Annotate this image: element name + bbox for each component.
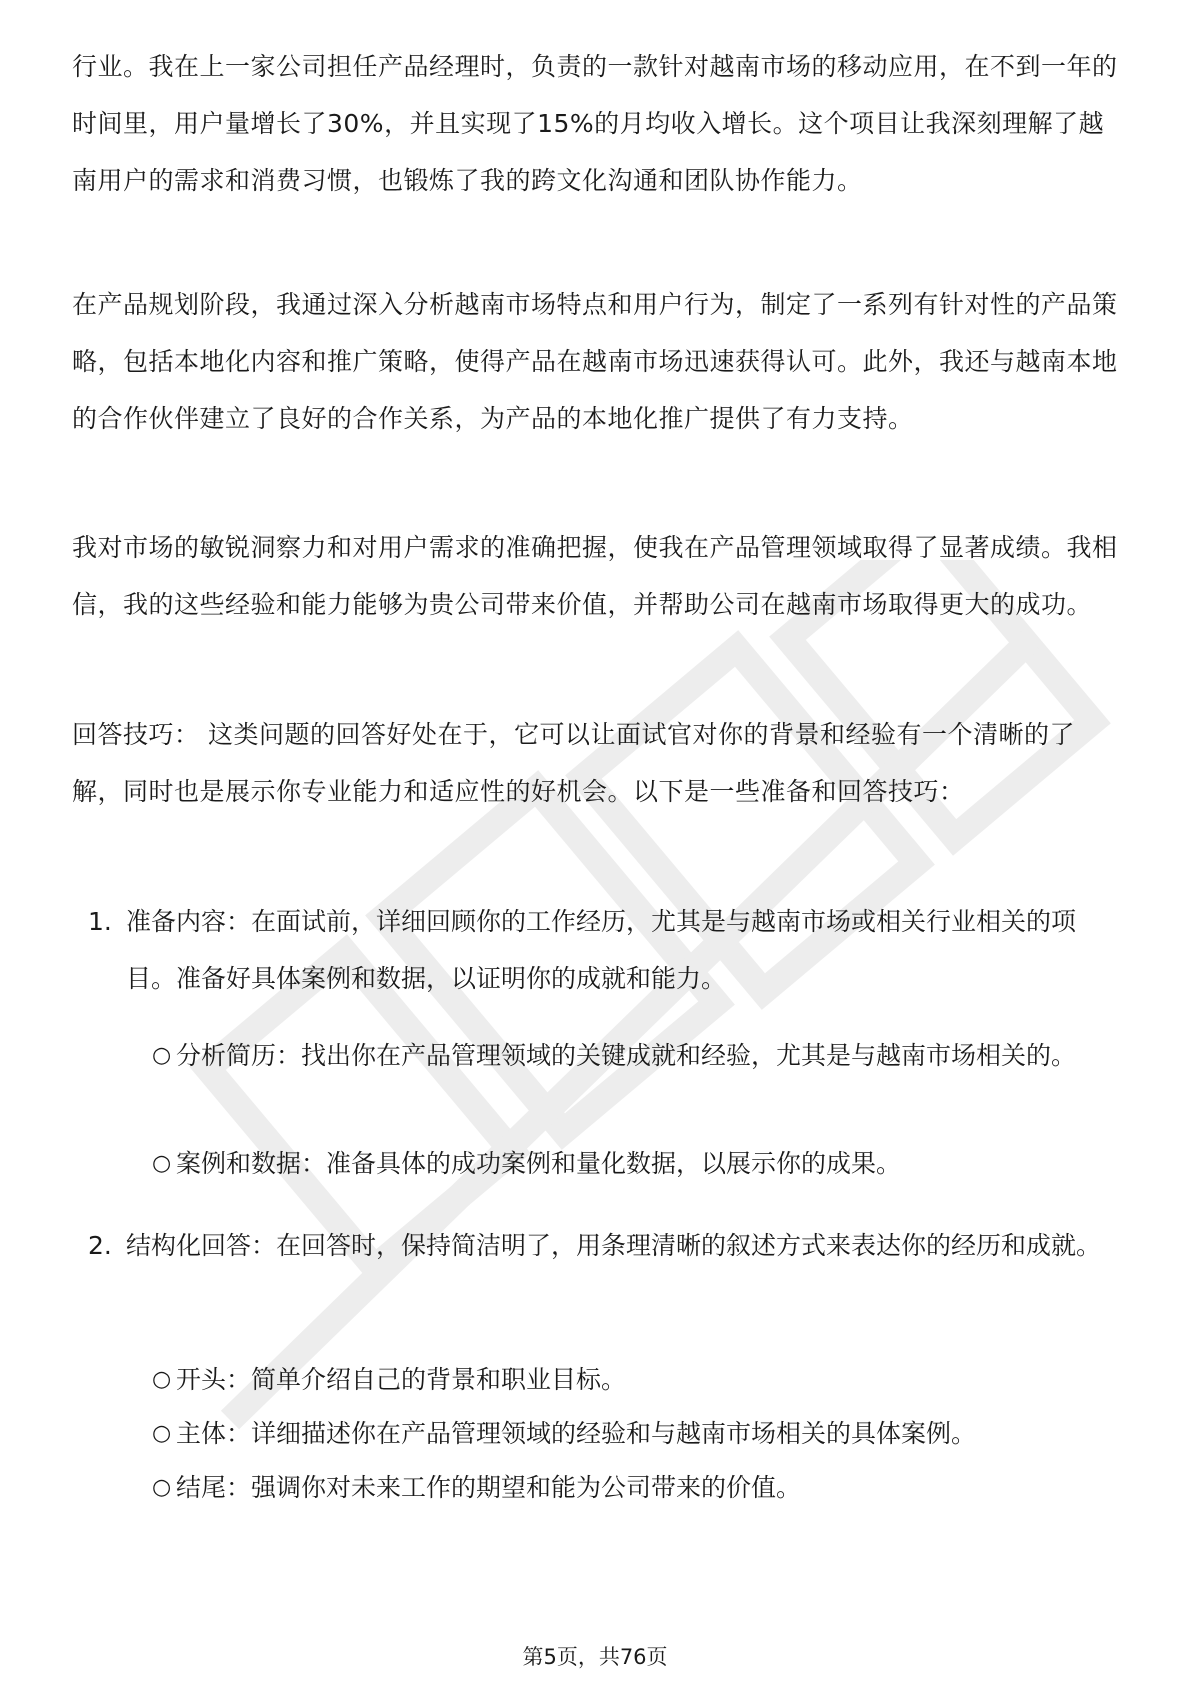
paragraph-planning: 在产品规划阶段，我通过深入分析越南市场特点和用户行为，制定了一系列有针对性的产品策略，包括本地化内容和推广策略，使得产品在越南市场迅速获得认可。此外，我还与越南本地的合作伙伴建立了良好的合作关系，为产品的本地化推广提供了有力支持。	[72, 290, 1118, 433]
bullet-icon: ○	[152, 1367, 172, 1392]
list-number: 1.	[88, 907, 112, 936]
paragraph-tips-intro: 回答技巧： 这类问题的回答好处在于，它可以让面试官对你的背景和经验有一个清晰的了解，同时也是展示你专业能力和适应性的好机会。以下是一些准备和回答技巧：	[72, 720, 1075, 806]
list-number: 2.	[88, 1231, 112, 1260]
paragraph-conclusion: 我对市场的敏锐洞察力和对用户需求的准确把握，使我在产品管理领域取得了显著成绩。我相信，我的这些经验和能力能够为贵公司带来价值，并帮助公司在越南市场取得更大的成功。	[72, 533, 1118, 619]
list-item-text: 准备内容：在面试前，详细回顾你的工作经历，尤其是与越南市场或相关行业相关的项目。准备好具体案例和数据，以证明你的成就和能力。	[126, 907, 1077, 993]
sub-list-item-text: 结尾：强调你对未来工作的期望和能为公司带来的价值。	[176, 1473, 802, 1502]
bullet-icon: ○	[152, 1421, 172, 1446]
paragraph-experience: 行业。我在上一家公司担任产品经理时，负责的一款针对越南市场的移动应用，在不到一年的时间里，用户量增长了30%，并且实现了15%的月均收入增长。这个项目让我深刻理解了越南用户的需求和消费习惯，也锻炼了我的跨文化沟通和团队协作能力。	[72, 52, 1118, 195]
sub-list-item-text: 分析简历：找出你在产品管理领域的关键成就和经验，尤其是与越南市场相关的。	[176, 1041, 1077, 1070]
bullet-icon: ○	[152, 1043, 172, 1068]
sub-list-item-text: 主体：详细描述你在产品管理领域的经验和与越南市场相关的具体案例。	[176, 1419, 977, 1448]
bullet-icon: ○	[152, 1151, 172, 1176]
page-number-footer: 第5页，共76页	[522, 1645, 668, 1669]
sub-list-item-text: 开头：简单介绍自己的背景和职业目标。	[176, 1365, 627, 1394]
bullet-icon: ○	[152, 1475, 172, 1500]
sub-list-item-text: 案例和数据：准备具体的成功案例和量化数据，以展示你的成果。	[176, 1149, 902, 1178]
list-item-text: 结构化回答：在回答时，保持简洁明了，用条理清晰的叙述方式来表达你的经历和成就。	[126, 1231, 1102, 1260]
